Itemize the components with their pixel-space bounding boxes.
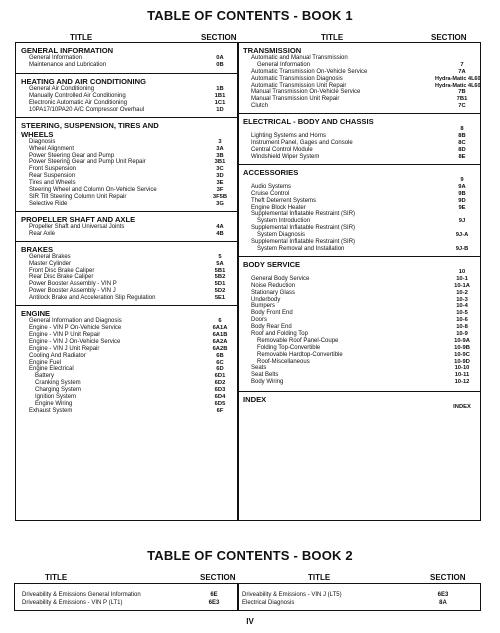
book2-col-title-right: TITLE (308, 573, 331, 582)
toc-entry-title: System Removal and Installation (257, 245, 345, 252)
book2-col-section-left: SECTION (200, 573, 236, 582)
toc-entry-title: Manually Controlled Air Conditioning (29, 92, 126, 99)
toc-row (17, 339, 237, 346)
toc-entry-section: 10-9A (454, 337, 470, 344)
toc-row (239, 269, 479, 276)
toc-entry-title: Bumpers (251, 303, 276, 310)
toc-entry-section: 9J (458, 218, 466, 225)
toc-entry-section: 1D (216, 106, 224, 113)
toc-entry-title: Roof-Miscellaneous (257, 358, 310, 365)
toc-entry-section: 5D1 (214, 281, 226, 288)
book1-col-section-left: SECTION (201, 33, 237, 42)
toc-entry-section: 9J-A (455, 232, 469, 239)
book2-title: TABLE OF CONTENTS - BOOK 2 (147, 548, 353, 563)
toc-entry-title: Folding Top-Convertible (257, 344, 321, 351)
toc-entry-section: 5B1 (214, 267, 226, 274)
toc-row (17, 318, 237, 325)
toc-entry-section: 4A (216, 223, 224, 230)
toc-row (17, 201, 237, 208)
right-section-4 (239, 391, 479, 411)
toc-entry-section: 10-9 (456, 330, 468, 337)
toc-row (239, 205, 479, 212)
toc-entry-section: 6D5 (214, 400, 226, 407)
toc-entry-title: Audio Systems (251, 183, 292, 190)
toc-row (17, 173, 237, 180)
toc-entry-title: Diagnosis (29, 138, 56, 145)
toc-entry-section: 10-8 (456, 324, 468, 331)
toc-row (17, 107, 237, 114)
toc-entry-title: Cooling And Radiator (29, 352, 86, 359)
toc-entry-title: Antilock Brake and Acceleration Slip Regulation (29, 295, 156, 302)
toc-entry-title: Rear Suspension (29, 173, 76, 180)
toc-row (239, 225, 479, 232)
toc-entry-section: 10-10 (454, 365, 470, 372)
book1-left-column (17, 43, 237, 415)
toc-row (239, 283, 479, 290)
toc-entry-section: 7A (458, 68, 466, 75)
section-heading: GENERAL INFORMATION (21, 46, 114, 55)
section-heading: STEERING, SUSPENSION, TIRES AND WHEELS (21, 120, 159, 139)
left-section-divider (15, 117, 239, 118)
toc-entry-section: 1B1 (214, 92, 226, 99)
toc-row (17, 194, 237, 201)
right-section-divider (237, 391, 481, 392)
section-heading: BODY SERVICE (243, 259, 301, 269)
toc-entry-title: Removable Roof Panel-Coupe (257, 337, 339, 344)
toc-row (239, 140, 479, 147)
toc-row (17, 224, 237, 231)
toc-row (17, 281, 237, 288)
toc-entry-section: 7 (460, 61, 464, 68)
toc-entry-section: 10-9D (454, 358, 470, 365)
toc-entry-title: General Information (29, 55, 83, 61)
toc-entry-section: 10-1A (454, 282, 470, 289)
toc-entry-section: Hydra-Matic 4L60 (435, 75, 481, 82)
toc-entry-title: Steering Wheel and Column On-Vehicle Service (29, 186, 157, 193)
toc-entry-section: 3B1 (214, 159, 226, 166)
toc-entry-section: 7B (458, 89, 466, 96)
section-heading: ACCESSORIES (243, 167, 299, 177)
left-section-0 (17, 43, 237, 69)
toc-entry-title: Stationary Glass (251, 289, 296, 296)
toc-entry-title: Engine - VIN P Unit Repair (29, 331, 101, 338)
toc-row (17, 332, 237, 339)
section-heading: HEATING AND AIR CONDITIONING (21, 76, 147, 86)
toc-row (239, 404, 479, 411)
toc-row (17, 153, 237, 160)
toc-row (239, 69, 479, 76)
toc-row (17, 268, 237, 275)
toc-entry-title: Doors (251, 317, 268, 324)
toc-row (239, 126, 479, 133)
toc-entry-title: Exhaust System (29, 407, 73, 414)
toc-row (239, 103, 479, 110)
toc-entry-title: Electronic Automatic Air Conditioning (29, 99, 128, 106)
toc-row (17, 401, 237, 408)
toc-row (239, 290, 479, 297)
toc-row (239, 218, 479, 225)
toc-entry-section: 9J-B (455, 245, 469, 252)
toc-entry-title: Roof and Folding Top (251, 330, 308, 337)
right-section-1 (239, 113, 479, 161)
toc-row (239, 211, 479, 218)
toc-entry-title: Manual Transmission On-Vehicle Service (251, 89, 361, 96)
book2-col-section-right: SECTION (430, 573, 466, 582)
book1-col-title-right: TITLE (321, 33, 344, 42)
toc-row (17, 373, 237, 380)
toc-row (17, 261, 237, 268)
toc-row (17, 408, 237, 415)
section-heading: BRAKES (21, 244, 54, 254)
toc-row (17, 387, 237, 394)
book2-divider (237, 583, 239, 611)
toc-row (239, 239, 479, 246)
toc-row (239, 96, 479, 103)
toc-entry-section: 6 (218, 318, 222, 325)
toc-entry-section: 3A (216, 145, 224, 152)
toc-entry-title: Engine - VIN J On-Vehicle Service (29, 338, 121, 345)
toc-entry-title: Automatic Transmission Unit Repair (251, 82, 347, 89)
toc-entry-section: 8 (460, 126, 464, 133)
toc-entry-section: Hydra-Matic 4L60 (435, 82, 481, 89)
toc-row (239, 338, 479, 345)
toc-entry-section: 7B1 (456, 96, 468, 103)
toc-entry-title: Windshield Wiper System (251, 153, 320, 160)
toc-entry-section: 9 (460, 176, 464, 183)
toc-entry-title: Engine Wiring (35, 400, 73, 407)
toc-row (17, 346, 237, 353)
book2-col-title-left: TITLE (45, 573, 68, 582)
toc-entry-title: Noise Reduction (251, 282, 296, 289)
section-heading: ELECTRICAL - BODY AND CHASSIS (243, 117, 374, 127)
toc-entry-section: 8B (458, 133, 466, 140)
toc-entry-title: Cranking System (35, 380, 81, 387)
toc-entry-section: 6C (216, 359, 224, 366)
left-section-1 (17, 73, 237, 114)
toc-entry-title: Tires and Wheels (29, 180, 76, 187)
toc-entry-title: Engine Electrical (29, 366, 74, 373)
toc-row (17, 62, 237, 69)
toc-entry-title: Supplemental Inflatable Restraint (SIR) (251, 238, 356, 245)
toc-entry-section: 10-1 (456, 275, 468, 282)
toc-row (17, 394, 237, 401)
right-section-divider (237, 164, 481, 165)
toc-entry-title: Body Front End (251, 310, 293, 317)
toc-entry-title: General Information and Diagnosis (29, 318, 122, 325)
toc-entry-section: 6B (216, 352, 224, 359)
toc-entry-section: 5A (216, 260, 224, 267)
toc-entry-title: Removable Hardtop-Convertible (257, 351, 343, 358)
toc-entry-title: SIR Tilt Steering Column Unit Repair (29, 193, 127, 200)
toc-row (239, 310, 479, 317)
toc-entry-section: 6A2A (212, 338, 228, 345)
book2-right-code-0: 6E3 (437, 592, 449, 598)
book2-left-item-0: Driveability & Emissions General Information (22, 592, 141, 598)
toc-entry-section: 1C1 (214, 99, 226, 106)
toc-entry-title: Engine - VIN P On-Vehicle Service (29, 325, 122, 332)
right-section-divider (237, 256, 481, 257)
toc-row (17, 86, 237, 93)
toc-entry-section: 10 (458, 268, 466, 275)
toc-entry-section: 10-4 (456, 303, 468, 310)
toc-row (17, 93, 237, 100)
toc-entry-section: 9D (458, 197, 466, 204)
toc-row (239, 365, 479, 372)
toc-entry-section: 6D4 (214, 394, 226, 400)
section-heading: INDEX (243, 395, 267, 405)
toc-row (239, 303, 479, 310)
toc-entry-section: 9A (458, 183, 466, 190)
toc-entry-section: 10-2 (456, 289, 468, 296)
toc-entry-section: 3 (218, 138, 222, 145)
toc-entry-section: 3F (216, 186, 224, 193)
book2-left-code-1: 6E3 (208, 600, 220, 606)
toc-entry-section: 10-6 (456, 317, 468, 324)
toc-entry-title: Maintenance and Lubrication (29, 61, 107, 68)
left-section-divider (15, 305, 239, 306)
toc-row (239, 154, 479, 161)
toc-row (17, 360, 237, 367)
toc-row (17, 180, 237, 187)
page-number: IV (246, 617, 254, 626)
toc-entry-section: INDEX (453, 404, 471, 411)
toc-entry-title: General Air Conditioning (29, 85, 95, 92)
toc-entry-section: 9B (458, 190, 466, 197)
left-section-divider (15, 73, 239, 74)
toc-row (17, 55, 237, 62)
toc-row (239, 177, 479, 184)
toc-row (239, 232, 479, 239)
toc-row (17, 100, 237, 107)
left-section-2 (17, 117, 237, 208)
toc-row (239, 317, 479, 324)
toc-entry-section: 4B (216, 230, 224, 237)
toc-entry-title: Rear Disc Brake Caliper (29, 274, 94, 281)
toc-entry-section: 7C (458, 103, 466, 110)
toc-entry-title: General Information (257, 61, 311, 68)
toc-row (17, 146, 237, 153)
toc-row (239, 133, 479, 140)
toc-entry-section: 3E (216, 180, 224, 187)
toc-entry-title: General Brakes (29, 253, 71, 260)
toc-entry-title: Master Cylinder (29, 260, 72, 267)
toc-row (239, 147, 479, 154)
toc-entry-title: Battery (35, 373, 55, 380)
toc-row (239, 62, 479, 69)
right-section-2 (239, 164, 479, 253)
toc-row (239, 191, 479, 198)
left-section-divider (15, 211, 239, 212)
book1-right-column (239, 43, 479, 411)
toc-entry-section: 3G (216, 200, 224, 207)
toc-entry-title: Front Disc Brake Caliper (29, 267, 95, 274)
right-section-3 (239, 256, 479, 386)
toc-row (239, 276, 479, 283)
toc-entry-title: Automatic and Manual Transmission (251, 55, 348, 61)
left-section-4 (17, 241, 237, 302)
toc-entry-title: General Body Service (251, 275, 310, 282)
toc-entry-title: Selective Ride (29, 200, 68, 207)
left-section-5 (17, 305, 237, 415)
toc-row (239, 76, 479, 83)
toc-row (17, 166, 237, 173)
toc-entry-section: 5B2 (214, 274, 226, 281)
toc-entry-title: Power Steering Gear and Pump Unit Repair (29, 159, 146, 166)
toc-entry-title: Lighting Systems and Horns (251, 133, 327, 140)
toc-entry-title: Theft Deterrent Systems (251, 197, 317, 204)
book2-left-code-0: 6E (210, 592, 218, 598)
toc-entry-title: Ignition System (35, 394, 77, 400)
toc-entry-title: Propeller Shaft and Universal Joints (29, 223, 125, 230)
toc-row (17, 366, 237, 373)
toc-entry-section: 6A2B (212, 345, 228, 352)
toc-entry-section: 10-11 (454, 372, 470, 379)
toc-entry-section: 8E (458, 153, 466, 160)
toc-entry-title: Seats (251, 365, 267, 372)
section-heading: TRANSMISSION (243, 46, 302, 55)
book2-right-code-1: 8A (439, 600, 447, 606)
toc-entry-title: Cruise Control (251, 190, 290, 197)
toc-entry-section: 5E1 (214, 295, 226, 302)
toc-row (239, 379, 479, 386)
toc-row (17, 325, 237, 332)
toc-row (17, 274, 237, 281)
toc-row (239, 246, 479, 253)
right-section-divider (237, 113, 481, 114)
toc-entry-title: Charging System (35, 387, 82, 394)
toc-entry-section: 10-9B (454, 344, 470, 351)
toc-row (17, 380, 237, 387)
toc-row (239, 359, 479, 366)
toc-row (17, 353, 237, 360)
toc-entry-title: Automatic Transmission On-Vehicle Service (251, 68, 368, 75)
toc-row (17, 288, 237, 295)
section-heading: ENGINE (21, 309, 51, 319)
toc-row (239, 83, 479, 90)
toc-row (239, 198, 479, 205)
toc-entry-title: Clutch (251, 103, 269, 110)
toc-entry-title: Manual Transmission Unit Repair (251, 96, 340, 103)
toc-entry-section: 0B (216, 61, 224, 68)
toc-entry-section: 10-12 (454, 379, 470, 386)
toc-entry-title: Engine Fuel (29, 359, 62, 366)
toc-entry-title: Engine Block Heater (251, 204, 306, 211)
toc-entry-section: 3B (216, 152, 224, 159)
toc-entry-title: Rear Axle (29, 230, 56, 237)
toc-row (239, 324, 479, 331)
toc-row (17, 187, 237, 194)
toc-entry-title: Seat Belts (251, 372, 279, 379)
toc-entry-title: Supplemental Inflatable Restraint (SIR) (251, 225, 356, 232)
toc-entry-section: 6F (216, 407, 224, 414)
toc-entry-section: 5D2 (214, 288, 226, 295)
toc-entry-title: Wheel Alignment (29, 145, 75, 152)
toc-row (239, 352, 479, 359)
book2-left-item-1: Driveability & Emissions - VIN P (LT1) (22, 600, 123, 606)
toc-entry-section: 8C (458, 140, 466, 147)
toc-row (239, 345, 479, 352)
toc-entry-title: 10PA17/10PA20 A/C Compressor Overhaul (29, 106, 145, 113)
toc-entry-section: 10-3 (456, 296, 468, 303)
toc-entry-section: 6D3 (214, 387, 226, 394)
toc-entry-section: 6D (216, 366, 224, 373)
toc-entry-title: Engine - VIN J Unit Repair (29, 345, 100, 352)
toc-row (239, 55, 479, 62)
toc-row (17, 159, 237, 166)
right-section-0 (239, 43, 479, 110)
toc-row (239, 89, 479, 96)
toc-row (17, 295, 237, 302)
toc-entry-section: 3F5B (212, 193, 228, 200)
toc-row (239, 184, 479, 191)
toc-entry-section: 3D (216, 173, 224, 180)
toc-entry-section: 6A1A (212, 325, 228, 332)
toc-entry-section: 6A1B (212, 331, 228, 338)
toc-entry-title: Power Steering Gear and Pump (29, 152, 115, 159)
book1-title: TABLE OF CONTENTS - BOOK 1 (147, 8, 353, 23)
toc-entry-title: Body Wiring (251, 379, 284, 386)
toc-entry-title: Front Suspension (29, 166, 77, 173)
toc-entry-title: Body Rear End (251, 324, 292, 331)
toc-entry-section: 3C (216, 166, 224, 173)
toc-row (239, 372, 479, 379)
left-section-divider (15, 241, 239, 242)
toc-row (17, 231, 237, 238)
toc-entry-title: Power Booster Assembly - VIN P (29, 281, 117, 288)
toc-row (239, 331, 479, 338)
toc-row (239, 297, 479, 304)
section-heading: PROPELLER SHAFT AND AXLE (21, 214, 136, 224)
toc-entry-title: Central Control Module (251, 146, 313, 153)
toc-entry-section: 1B (216, 85, 224, 92)
toc-entry-section: 8D (458, 146, 466, 153)
toc-entry-section: 9E (458, 204, 466, 211)
toc-entry-section: 5 (218, 253, 222, 260)
toc-entry-title: Power Booster Assembly - VIN J (29, 288, 116, 295)
toc-entry-title: System Introduction (257, 218, 311, 225)
book2-right-item-1: Electrical Diagnosis (242, 600, 295, 606)
left-section-3 (17, 211, 237, 238)
toc-entry-title: Instrument Panel, Gages and Console (251, 140, 353, 147)
toc-entry-title: Underbody (251, 296, 281, 303)
toc-entry-title: System Diagnosis (257, 232, 306, 239)
toc-entry-section: 10-9C (454, 351, 470, 358)
toc-entry-section: 10-5 (456, 310, 468, 317)
book1-col-title-left: TITLE (70, 33, 93, 42)
toc-row (17, 254, 237, 261)
book2-right-item-0: Driveability & Emissions - VIN J (LT5) (242, 592, 342, 598)
toc-entry-title: Supplemental Inflatable Restraint (SIR) (251, 211, 356, 218)
toc-entry-title: Automatic Transmission Diagnosis (251, 75, 343, 82)
book1-col-section-right: SECTION (431, 33, 467, 42)
toc-row (17, 139, 237, 146)
toc-entry-section: 6D1 (214, 373, 226, 380)
toc-entry-section: 6D2 (214, 380, 226, 387)
toc-entry-section: 0A (216, 55, 224, 61)
